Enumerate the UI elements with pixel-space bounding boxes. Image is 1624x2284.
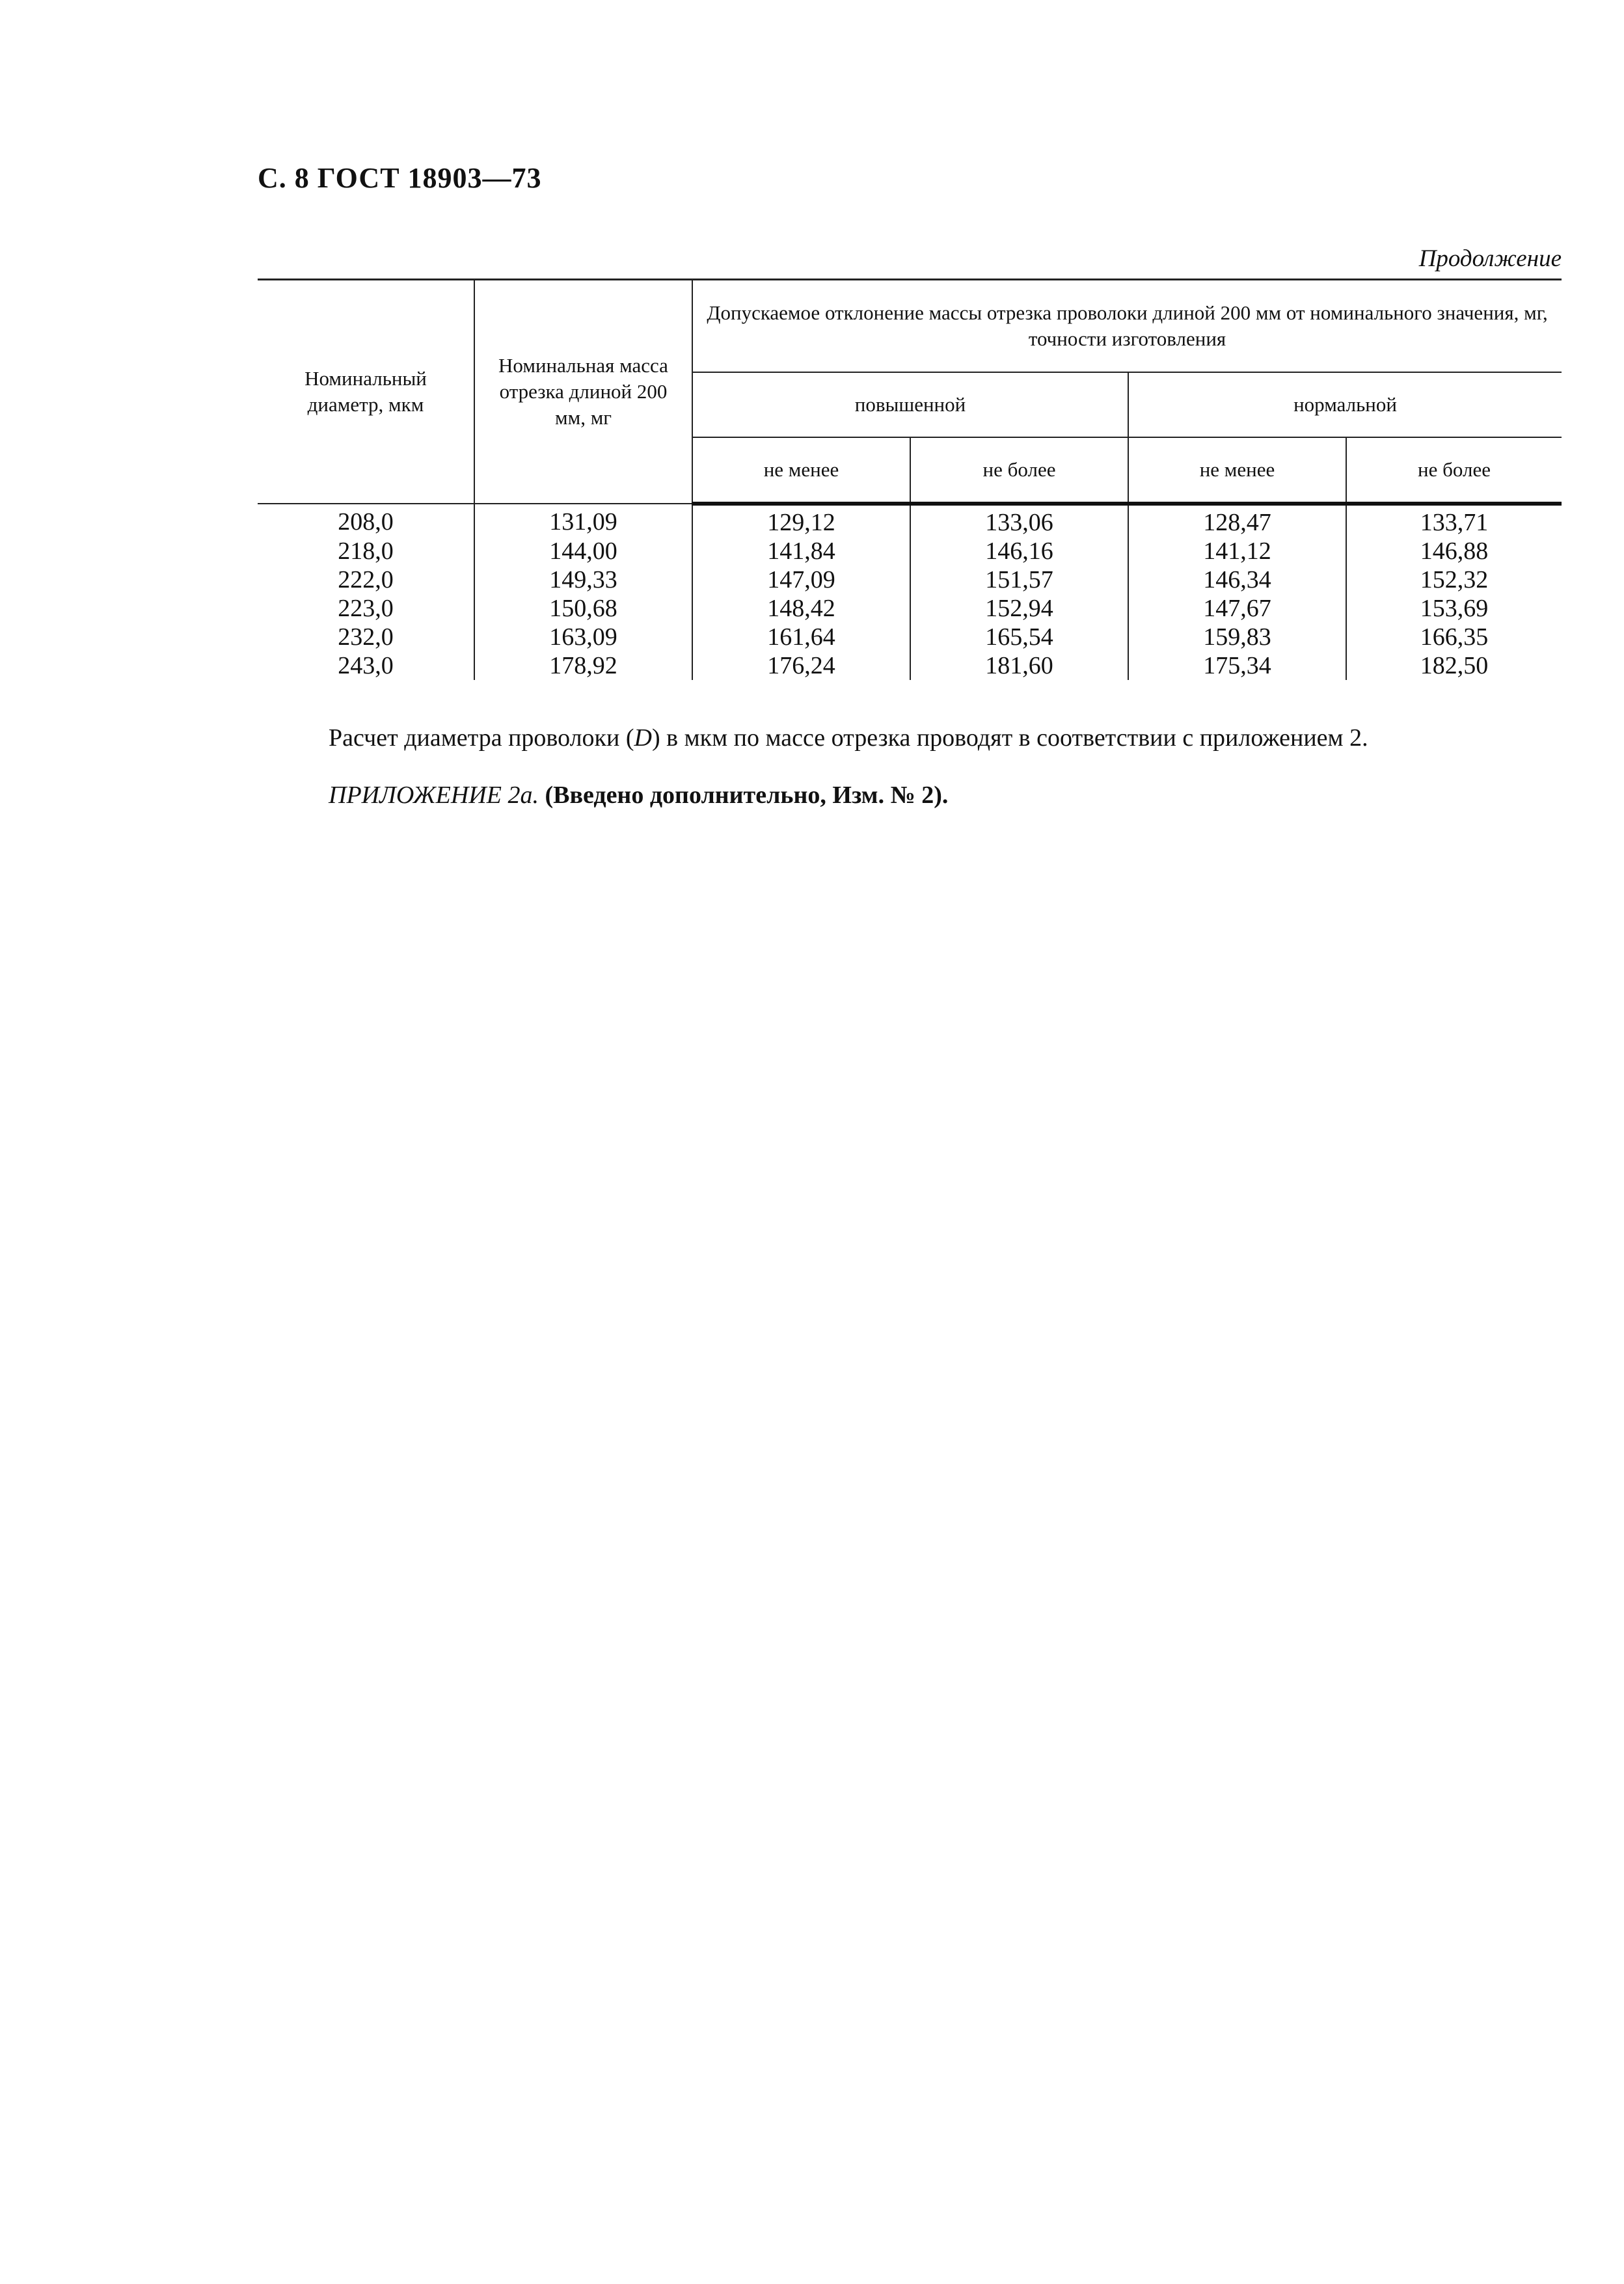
header-allowed-deviation: Допускаемое отклонение массы отрезка проволоки длиной 200 мм от номинального значения, мг, точности изготовления [692, 280, 1562, 373]
cell-increased-max: 133,06 [910, 504, 1128, 537]
cell-increased-max: 151,57 [910, 565, 1128, 594]
appendix-note [329, 781, 948, 809]
table-row [258, 623, 1562, 651]
table-row [258, 504, 1562, 537]
cell-mass: 149,33 [474, 565, 692, 594]
cell-increased-max: 165,54 [910, 623, 1128, 651]
cell-normal-max: 182,50 [1346, 651, 1562, 680]
cell-normal-min: 159,83 [1128, 623, 1346, 651]
header-increased-max: не более [910, 437, 1128, 504]
appendix-amendment: (Введено дополнительно, Изм. № 2). [545, 782, 949, 809]
cell-normal-min: 128,47 [1128, 504, 1346, 537]
cell-normal-max: 152,32 [1346, 565, 1562, 594]
table-row [258, 537, 1562, 565]
header-nominal-mass: Номинальная масса отрезка длиной 200 мм, мг [474, 280, 692, 504]
cell-normal-min: 175,34 [1128, 651, 1346, 680]
cell-mass: 131,09 [474, 504, 692, 537]
cell-increased-min: 148,42 [692, 594, 910, 623]
header-increased-precision: повышенной [692, 372, 1128, 437]
appendix-label: ПРИЛОЖЕНИЕ 2а. [329, 782, 539, 809]
cell-mass: 163,09 [474, 623, 692, 651]
cell-increased-min: 141,84 [692, 537, 910, 565]
cell-normal-min: 147,67 [1128, 594, 1346, 623]
cell-diameter: 232,0 [258, 623, 474, 651]
cell-increased-min: 147,09 [692, 565, 910, 594]
continuation-label: Продолжение [1418, 245, 1562, 272]
cell-normal-min: 146,34 [1128, 565, 1346, 594]
header-normal-precision: нормальной [1128, 372, 1562, 437]
cell-mass: 150,68 [474, 594, 692, 623]
cell-increased-max: 152,94 [910, 594, 1128, 623]
cell-increased-min: 176,24 [692, 651, 910, 680]
cell-diameter: 243,0 [258, 651, 474, 680]
cell-normal-max: 146,88 [1346, 537, 1562, 565]
cell-mass: 144,00 [474, 537, 692, 565]
table-row [258, 594, 1562, 623]
cell-diameter: 223,0 [258, 594, 474, 623]
table-container [258, 279, 1562, 680]
calculation-note [329, 724, 1368, 752]
header-increased-min: не менее [692, 437, 910, 504]
table-row [258, 565, 1562, 594]
cell-increased-max: 181,60 [910, 651, 1128, 680]
cell-normal-max: 153,69 [1346, 594, 1562, 623]
cell-increased-max: 146,16 [910, 537, 1128, 565]
cell-diameter: 218,0 [258, 537, 474, 565]
header-normal-max: не более [1346, 437, 1562, 504]
mass-deviation-table [258, 279, 1562, 680]
cell-diameter: 222,0 [258, 565, 474, 594]
cell-diameter: 208,0 [258, 504, 474, 537]
cell-increased-min: 129,12 [692, 504, 910, 537]
header-nominal-diameter: Номинальный диаметр, мкм [258, 280, 474, 504]
cell-increased-min: 161,64 [692, 623, 910, 651]
note-text-before: Расчет диаметра проволоки ( [329, 724, 634, 752]
cell-normal-min: 141,12 [1128, 537, 1346, 565]
cell-normal-max: 133,71 [1346, 504, 1562, 537]
diameter-symbol: D [634, 724, 652, 752]
table-row [258, 651, 1562, 680]
page-header: С. 8 ГОСТ 18903—73 [258, 162, 542, 194]
header-normal-min: не менее [1128, 437, 1346, 504]
cell-normal-max: 166,35 [1346, 623, 1562, 651]
note-text-after: ) в мкм по массе отрезка проводят в соответствии с приложением 2. [651, 724, 1368, 752]
cell-mass: 178,92 [474, 651, 692, 680]
